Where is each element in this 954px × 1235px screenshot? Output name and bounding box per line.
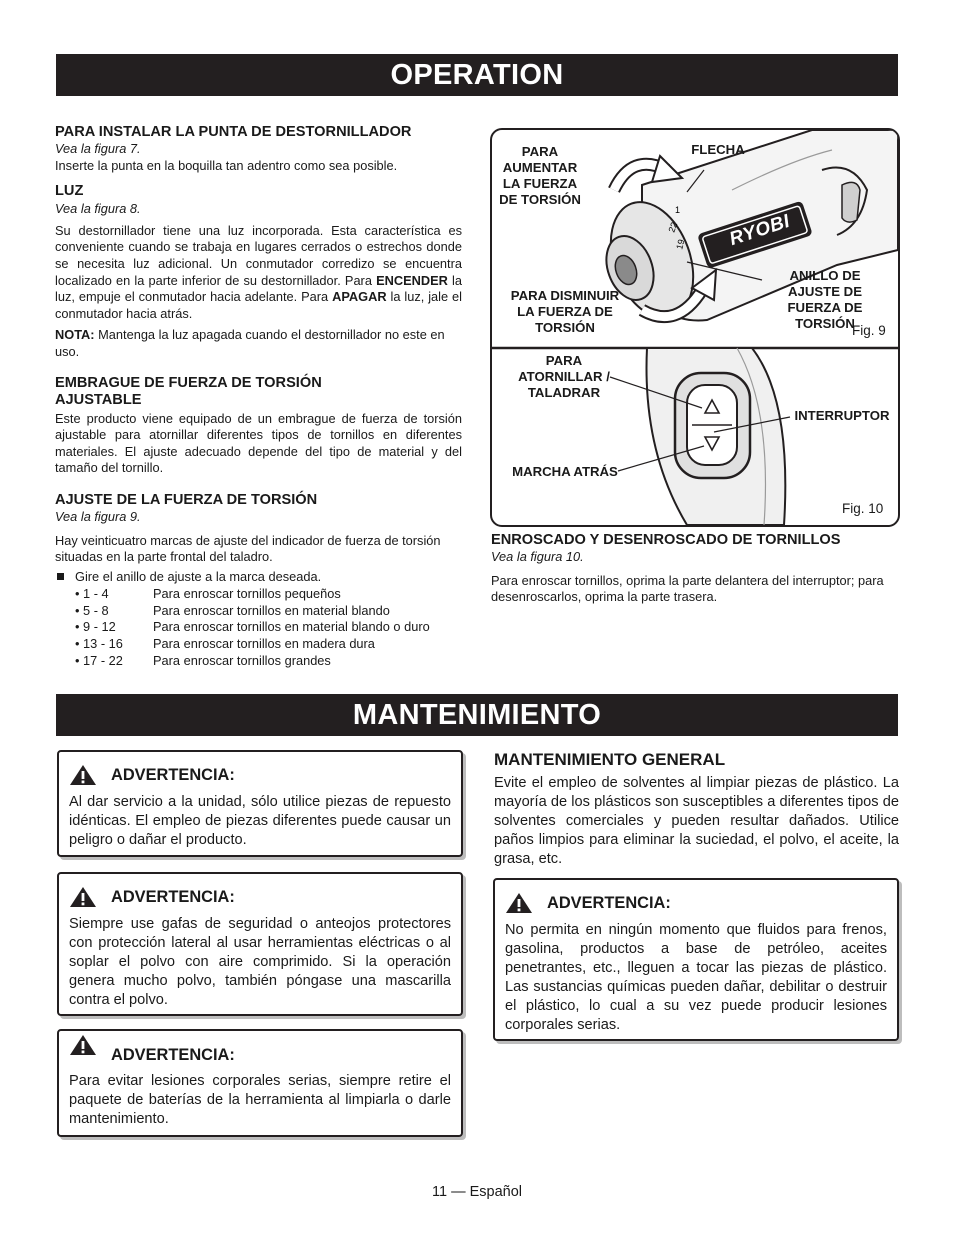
dial-mark-22: 22 <box>666 220 680 234</box>
list-item: • 17 - 22 Para enroscar tornillos grandes <box>75 652 331 668</box>
torque-adjust-text: Hay veinticuatro marcas de ajuste del indicador de fuerza de torsión situadas en la parte frontal del taladro. <box>55 532 441 565</box>
figure-9-10 <box>490 128 900 527</box>
clutch-text: Este producto viene equipado de un embrague de fuerza de torsión ajustable para atornillar diferentes tipos de tornillos en diferentes materiales. El ajuste adecuado depende del tipo de material y del tamaño del tornillo. <box>55 410 462 476</box>
warning-triangle-icon <box>69 1034 97 1056</box>
warning-label: ADVERTENCIA: <box>111 765 235 784</box>
fig9-increase-label: PARA AUMENTAR LA FUERZA DE TORSIÓN <box>499 144 581 207</box>
warning-triangle-icon <box>69 886 97 908</box>
note-label: NOTA: <box>55 327 95 343</box>
off-word: APAGAR <box>332 289 387 305</box>
warning-text: Para evitar lesiones corporales serias, siempre retire el paquete de baterías de la herramienta al limpiarla o darle mantenimiento. <box>69 1073 451 1127</box>
fig9-arrow-label: FLECHA <box>691 142 745 157</box>
fig9-decrease-label: PARA DISMINUIR LA FUERZA DE TORSIÓN <box>510 288 620 335</box>
light-ref: Vea la figura 8. <box>55 201 141 217</box>
warning-box-4 <box>493 878 899 1041</box>
warning-label: ADVERTENCIA: <box>111 1046 235 1064</box>
torque-adjust-heading: AJUSTE DE LA FUERZA DE TORSIÓN <box>55 491 318 508</box>
general-maintenance-text: Evite el empleo de solventes al limpiar piezas de plástico. La mayoría de los plásticos son susceptibles a diferentes tipos de solventes comerciales y pueden resultar dañados. Utilice paños limpios para eliminar la suciedad, el polvo, el aceite, la grasa, etc. <box>494 775 899 867</box>
screwing-heading: ENROSCADO Y DESENROSCADO DE TORNILLOS <box>491 532 841 548</box>
operation-banner <box>56 54 898 96</box>
warning-header <box>69 764 451 786</box>
fig10-number: Fig. 10 <box>842 501 884 516</box>
fig10-switch-label: INTERRUPTOR <box>794 408 890 423</box>
dial-mark-19: 19 <box>674 238 687 251</box>
page-footer: 11 — Español <box>431 1184 522 1200</box>
list-item: • 13 - 16 Para enroscar tornillos en madera dura <box>75 636 375 652</box>
maintenance-banner <box>56 694 898 736</box>
list-item: • 9 - 12 Para enroscar tornillos en material blando o duro <box>75 619 430 635</box>
maintenance-title: MANTENIMIENTO <box>352 699 602 731</box>
fig9-ring-label: ANILLO DE AJUSTE DE FUERZA DE TORSIÓN <box>787 268 863 331</box>
screwing-text: Para enroscar tornillos, oprima la parte delantera del interruptor; para desenroscarlos, oprima la parte trasera. <box>491 572 884 605</box>
warning-label: ADVERTENCIA: <box>547 893 671 912</box>
install-bit-ref: Vea la figura 7. <box>55 141 141 156</box>
light-heading: LUZ <box>55 183 84 200</box>
dial-mark-1: 1 <box>675 205 681 215</box>
torque-levels-list <box>55 586 462 669</box>
light-text: Su destornillador tiene una luz incorporada. Esta característica es conveniente cuando se trabaja en lugares cerrados o estrechos donde se necesita luz adicional. Un conmutador corredizo se encuentra localizado en la parte inferior de su destornillador. Para ENCENDER la luz, empuje el conmutador hacia adelante. Para APAGAR la luz, jale el conmutador hacia atrás. <box>55 222 463 321</box>
fig10-drive-label: PARA ATORNILLAR / TALADRAR <box>518 353 610 400</box>
list-item: • 5 - 8 Para enroscar tornillos en material blando <box>75 602 390 618</box>
screwing-ref: Vea la figura 10. <box>491 549 584 564</box>
warning-header <box>69 886 451 908</box>
ryobi-logo: RYOBI <box>726 210 793 251</box>
light-note: NOTA: Mantenga la luz apagada cuando el destornillador no este en uso. <box>55 327 445 359</box>
install-bit-text: Inserte la punta en la boquilla tan adentro como sea posible. <box>55 157 398 173</box>
operation-title: OPERATION <box>390 59 564 91</box>
clutch-heading: EMBRAGUE DE FUERZA DE TORSIÓN AJUSTABLE <box>55 374 322 408</box>
warning-triangle-icon <box>505 892 533 914</box>
warning-triangle-icon <box>69 764 97 786</box>
warning-box-1 <box>57 750 463 857</box>
torque-adjust-ref: Vea la figura 9. <box>55 508 141 524</box>
operation-left-column <box>55 124 462 669</box>
warning-box-2 <box>57 872 463 1016</box>
install-bit-heading: PARA INSTALAR LA PUNTA DE DESTORNILLADOR <box>55 124 412 140</box>
operation-right-column <box>491 532 899 606</box>
torque-adjust-bullet: Gire el anillo de ajuste a la marca deseada. <box>55 569 462 586</box>
warning-label: ADVERTENCIA: <box>111 887 235 906</box>
warning-header <box>69 1034 451 1065</box>
warning-text: Siempre use gafas de seguridad o anteojos protectores con protección lateral al usar herramientas eléctricas o al soplar el polvo con aire comprimido. Si la operación genera mucho polvo, también póngase una mascarilla contra el polvo. <box>69 916 451 1008</box>
bullet-square-icon <box>57 573 64 580</box>
warning-text: No permita en ningún momento que fluidos para frenos, gasolina, productos a base de petróleo, aceites penetrantes, etc., lleguen a tocar las piezas de plástico. Las sustancias químicas pueden dañar, debilitar o destruir el plástico, lo cual a su vez puede producir lesiones corporales serias. <box>505 922 887 1033</box>
warning-text: Al dar servicio a la unidad, sólo utilice piezas de repuesto idénticas. El empleo de piezas diferentes puede causar un peligro o dañar el producto. <box>69 794 451 848</box>
on-word: ENCENDER <box>376 272 448 288</box>
warning-box-3 <box>57 1029 463 1137</box>
general-maintenance-heading: MANTENIMIENTO GENERAL <box>494 750 726 769</box>
general-maintenance <box>494 750 899 869</box>
fig9-number: Fig. 9 <box>852 323 886 338</box>
warning-header <box>505 892 887 914</box>
fig10-reverse-label: MARCHA ATRÁS <box>512 464 618 479</box>
list-item: • 1 - 4 Para enroscar tornillos pequeños <box>75 586 341 602</box>
